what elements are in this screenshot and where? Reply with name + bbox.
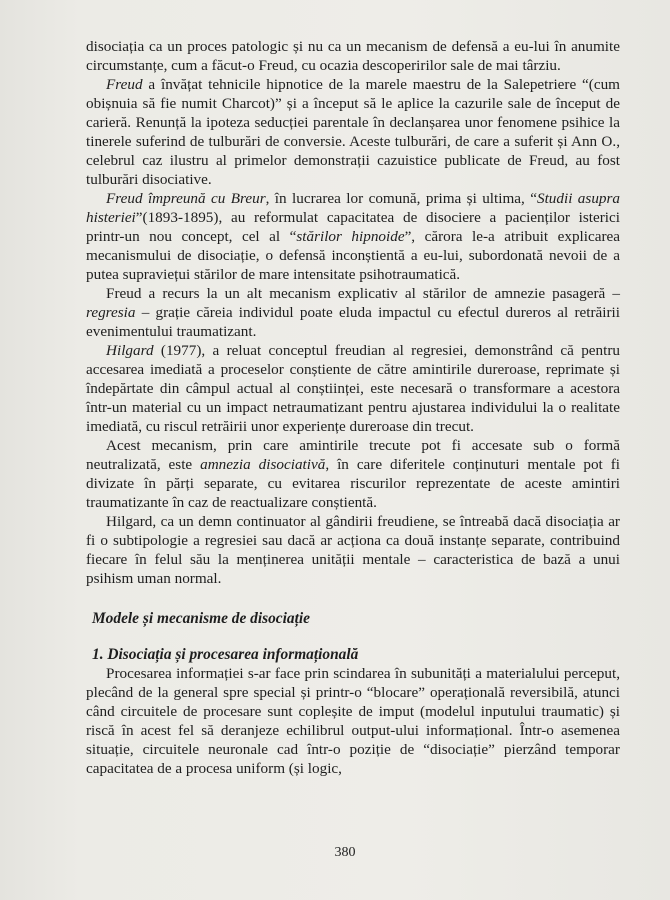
paragraph [86, 664, 620, 778]
paragraph [86, 512, 620, 588]
text-run: disociația ca un proces patologic și nu ca un mecanism de defensă a eu-lui în anumite circumstanțe, cum a făcut-o Freud, cu ocazia descoperirilor sale de mai târziu. [86, 38, 620, 74]
paragraph [86, 436, 620, 512]
text-run: , în lucrarea lor comună, prima și ultima, “ [265, 190, 537, 207]
text-run: Hilgard, ca un demn continuator al gândirii freudiene, se întreabă dacă disociația ar fi o subtipologie a regresiei sau dacă ar acționa ca două instanțe separate, contribuind fiecare în felul său la menținerea unității mentale – caracteristica de bază a unui psihism uman normal. [86, 513, 620, 587]
text-run: ”, cărora le-a atribuit explicarea mecanismului de disociație, o defensă inconștientă a eu-lui, subordonată nevoii de a putea supraviețui stărilor de mare intensitate psihotraumatică. [86, 228, 621, 283]
text-run: (1977), a reluat conceptul freudian al regresiei, demonstrând că pentru accesarea imediată a proceselor conștiente de către amintirile dureroase, reprimate și îndepărtate din câmpul actual al conștiinței, este necesară o transformare a acestora într-un material cu un impact netraumatizant pentru ajustarea individului la o realitate imediată, cu riscul retrăirii unor experiențe dureroase din trecut. [86, 342, 620, 435]
emphasis-text: Freud [106, 76, 143, 93]
emphasis-text: Hilgard [106, 342, 154, 359]
emphasis-text: Freud împreună cu Breur [106, 190, 266, 207]
paragraph [86, 75, 620, 189]
text-run: Procesarea informației s-ar face prin scindarea în subunități a materialului perceput, plecând de la general spre special și printr-o “blocare” operațională reversibilă, atunci când circuitele de procesare sunt copleșite de imput (modelul inputului traumatic) și riscă în acest fel să deranjeze echilibrul output-ului informațional. Într-o asemenea situație, circuitele neuronale cad într-o poziție de “disociație” pierzând temporar capacitatea de a procesa uniform (și logic, [86, 665, 620, 777]
body-text [86, 37, 620, 588]
emphasis-text: regresia [86, 304, 136, 321]
text-run: , în care diferitele conținuturi mentale pot fi divizate în părți separate, cu evitarea riscurilor reprezentate de aceste amintiri traumatizante în caz de reactualizare conștientă. [86, 456, 620, 511]
text-run: ”(1893-1895), au reformulat capacitatea de disociere a pacienților isterici printr-un nou concept, cel al “ [86, 209, 620, 245]
text-run: Acest mecanism, prin care amintirile trecute pot fi accesate sub o formă neutralizată, este [86, 437, 620, 473]
paragraph [86, 341, 620, 436]
emphasis-text: amnezia disociativă [200, 456, 326, 473]
subsection-heading: 1. Disociația și procesarea informațională [92, 646, 359, 663]
paragraph [86, 284, 620, 341]
text-run: Freud a recurs la un alt mecanism explicativ al stărilor de amnezie pasageră – [106, 285, 620, 302]
text-run: – grație căreia individul poate eluda impactul cu efectul dureros al retrăirii evenimentului traumatizant. [86, 304, 620, 340]
paragraph [86, 37, 620, 75]
section-heading: Modele și mecanisme de disociație [92, 610, 310, 627]
page-number: 380 [334, 845, 356, 860]
emphasis-text: Studii asupra histeriei [86, 190, 621, 226]
text-run: a învățat tehnicile hipnotice de la marele maestru de la Salepetriere “(cum obișnuia să fie numit Charcot)” și a început să le aplice la cazurile sale de început de carieră. Renunță la ipoteza seducției parentale în declanșarea unor fenomene psihice la tinerele suferind de tulburări de conversie. Aceste tulburări, de care a suferit și Ann O., celebrul caz ilustru al primelor demonstrații cazuistice publicate de Freud, au fost tulburări disociative. [86, 76, 620, 188]
emphasis-text: stărilor hipnoide [296, 228, 405, 245]
paragraph [86, 189, 620, 284]
body-text-continued [86, 664, 620, 778]
